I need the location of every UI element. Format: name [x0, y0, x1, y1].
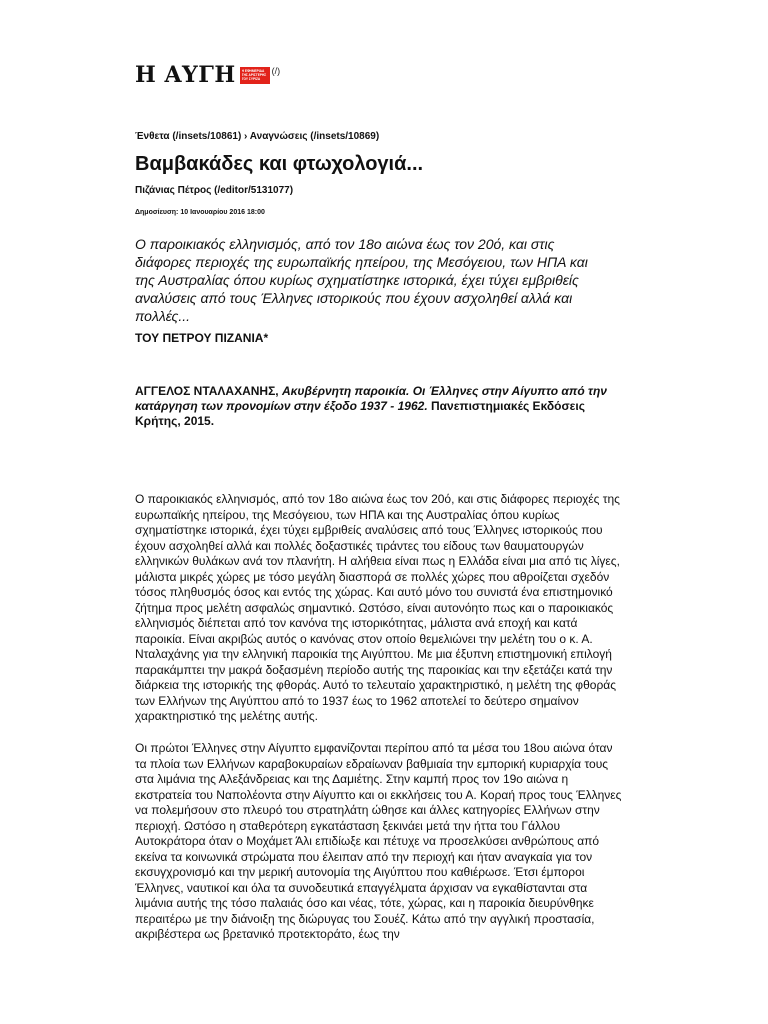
site-header [135, 62, 280, 88]
site-logo[interactable]: Η ΑΥΓΗ [135, 62, 236, 88]
book-reference [135, 384, 615, 429]
logo-badge-line: ΤΟΥ ΣΥΡΙΖΑ [241, 77, 261, 82]
logo-badge[interactable] [240, 67, 270, 84]
breadcrumb[interactable]: Ένθετα (/insets/10861) › Αναγνώσεις (/insets/10869) [135, 131, 380, 142]
logo-badge-line: Η ΕΦΗΜΕΡΙΔΑ [241, 68, 265, 73]
article-lead: Ο παροικιακός ελληνισμός, από τον 18ο αιώνα έως τον 20ό, και στις διάφορες περιοχές της ευρωπαϊκής ηπείρου, της Μεσόγειου, των ΗΠΑ και της Αυστραλίας όπου κυρίως σχηματίστηκε ιστορικά, έχει τύχει εμβριθείς αναλύσεις από τους Έλληνες ιστορικούς που έχουν ασχοληθεί αλλά και πολλές... [135, 236, 588, 324]
book-publisher: Πανεπιστημιακές Εκδόσεις Κρήτης, 2015. [135, 399, 585, 428]
article-byline: ΤΟΥ ΠΕΤΡΟΥ ΠΙΖΑΝΙΑ* [135, 331, 269, 345]
author-link[interactable]: Πιζάνιας Πέτρος (/editor/5131077) [135, 185, 294, 196]
home-link[interactable]: (/) [271, 66, 281, 76]
book-author: ΑΓΓΕΛΟΣ ΝΤΑΛΑΧΑΝΗΣ, [135, 384, 279, 398]
body-paragraph: Ο παροικιακός ελληνισμός, από τον 18ο αιώνα έως τον 20ό, και στις διάφορες περιοχές της ευρωπαϊκής ηπείρου, της Μεσόγειου, των ΗΠΑ και της Αυστραλίας όπου κυρίως σχηματίστηκε ιστορικά, έχει τύχει εμβριθείς αναλύσεις από τους Έλληνες ιστορικούς που έχουν ασχοληθεί αλλά και πολλές δοξαστικές τιράντες του είδους των θαυματουργών ελληνικών θυλάκων ανά τον πλανήτη. Η αλήθεια είναι πως η Ελλάδα είναι μια από τις λίγες, μάλιστα μικρές χώρες με τόσο μεγάλη διασπορά σε πολλές χώρες που αθροίζεται σχεδόν τόσος πληθυσμός όσος και εντός της χώρας. Και αυτό μόνο του συνιστά ένα επιστημονικό ζήτημα προς μελέτη ασφαλώς σημαντικό. Ωστόσο, είναι αυτονόητο πως και ο παροικιακός ελληνισμός διέπεται από τον κανόνα της ιστορικότητας, μάλιστα ανά εποχή και κατά παροικία. Είναι ακριβώς αυτός ο κανόνας στον οποίο θεμελιώνει την μελέτη του ο κ. Α. Νταλαχάνης για την ελληνική παροικία της Αιγύπτου. Με μια έξυπνη επιστημονική επιλογή παρακάμπτει την μακρά δοξασμένη περίοδο αυτής της παροικίας και την εξετάζει κατά την διάρκεια της ιστορικής της φθοράς. Αυτό το τελευταίο χαρακτηριστικό, η μελέτη της φθοράς των Ελλήνων της Αιγύπτου από το 1937 έως το 1962 αποτελεί το δεύτερο σημαίνον χαρακτηριστικό της μελέτης αυτής. [135, 492, 620, 723]
body-paragraph: Οι πρώτοι Έλληνες στην Αίγυπτο εμφανίζονται περίπου από τα μέσα του 18ου αιώνα όταν τα πλοία των Ελλήνων καραβοκυραίων εδραίωναν βαθμιαία την εμπορική κυριαρχία τους στα λιμάνια της Αλεξάνδρειας και της Δαμιέτης. Στην καμπή προς τον 19ο αιώνα η εκστρατεία του Ναπολέοντα στην Αίγυπτο και οι εκκλήσεις του Α. Κοραή προς τους Έλληνες να πολεμήσουν στο πλευρό του στρατηλάτη ώθησε και άλλες κατηγορίες Ελλήνων στην περιοχή. Ωστόσο η σταθερότερη εγκατάσταση ξεκινάει μετά την ήττα του Γάλλου Αυτοκράτορα όταν ο Μοχάμετ Άλι επιδίωξε και πέτυχε να προσελκύσει ανθρώπους από εκείνα τα κοινωνικά στρώματα που έλειπαν από την περιοχή και ήταν αναγκαία για τον εκσυγχρονισμό και την μερική αυτονομία της Αιγύπτου που καθιέρωσε. Έτσι έμποροι Έλληνες, ναυτικοί και όλα τα συνοδευτικά επαγγέλματα άρχισαν να εγκαθίστανται στα λιμάνια αυτής της τόσο παλαιάς όσο και νέας, τότε, χώρας, και η παροικία διευρύνθηκε περαιτέρω με την διάνοιξη της διώρυγας του Σουέζ. Κάτω από την αγγλική προστασία, ακριβέστερα ως βρετανικό προτεκτοράτο, έως την [135, 741, 622, 941]
logo-badge-line: ΤΗΣ ΑΡΙΣΤΕΡΗΣ [241, 72, 267, 77]
publish-date: Δημοσίευση: 10 Ιανουαρίου 2016 18:00 [135, 209, 265, 216]
book-title: Ακυβέρνητη παροικία. Οι Έλληνες στην Αίγυπτο από την κατάργηση των προνομίων στην έξοδο 1937 - 1962. [135, 384, 607, 413]
article-title: Βαμβακάδες και φτωχολογιά... [135, 153, 424, 175]
